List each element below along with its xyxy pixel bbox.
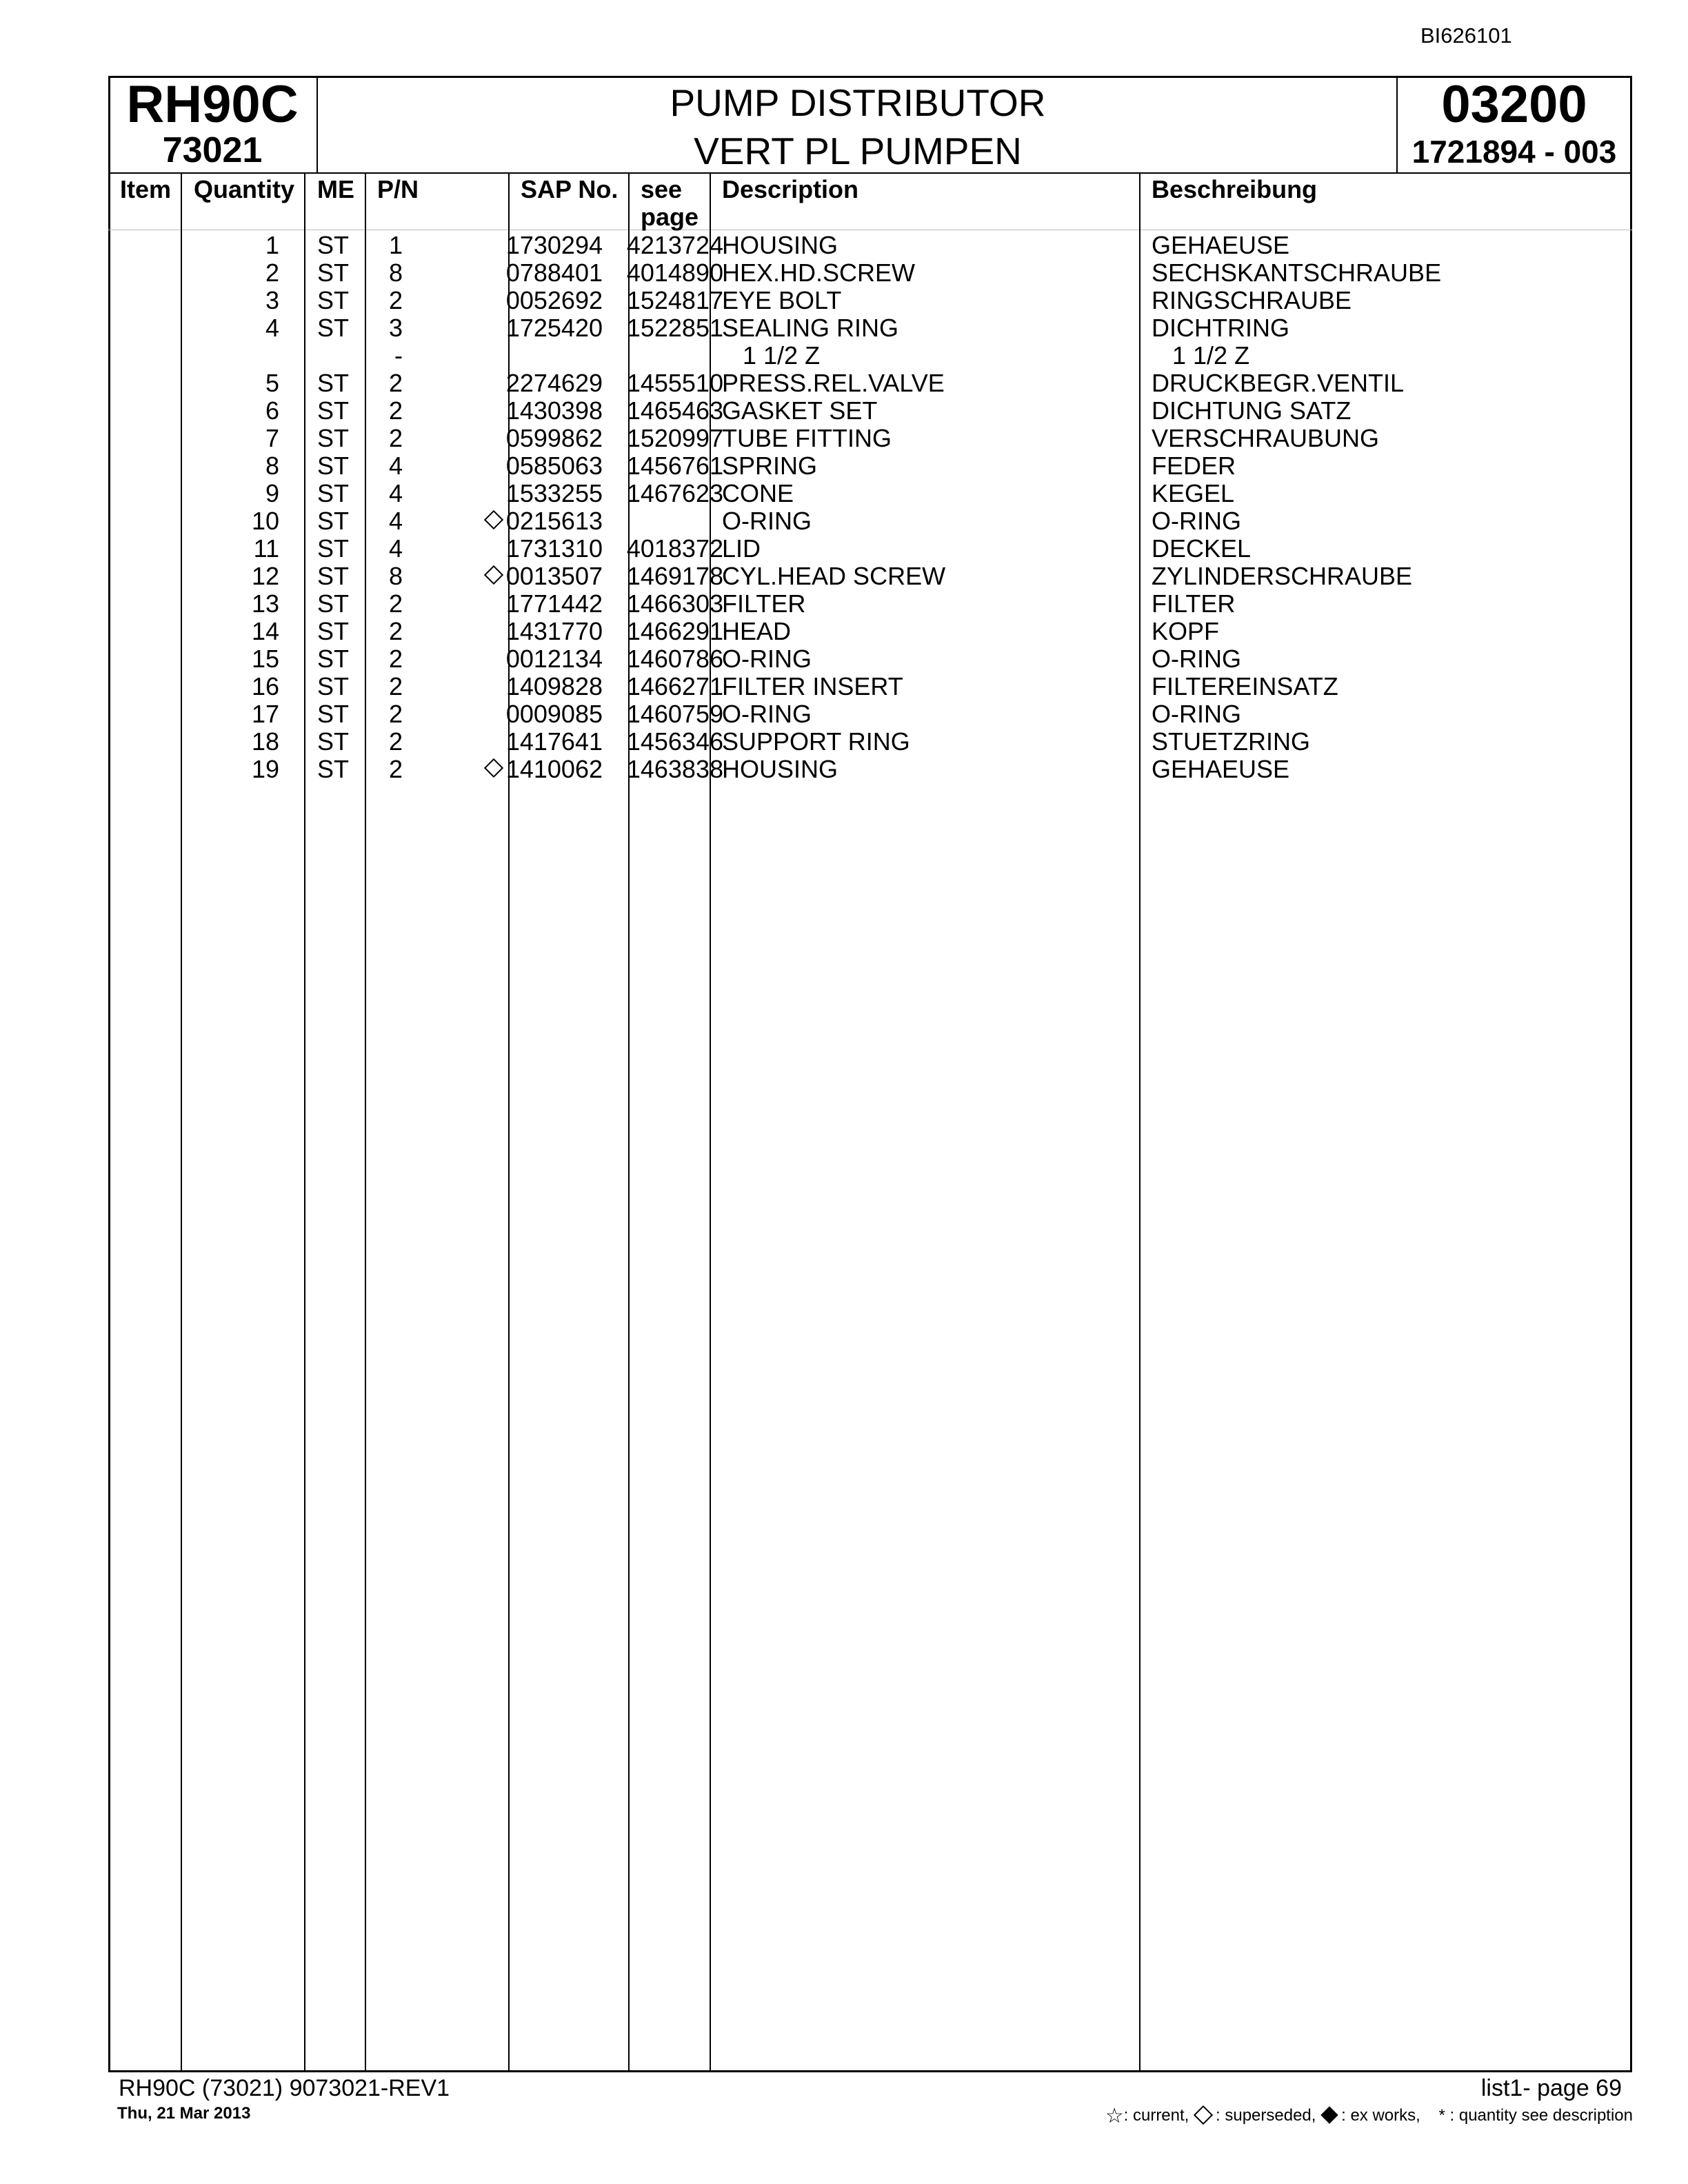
serial-number: 73021 [162,130,263,170]
col-header-see: see [641,175,683,203]
cell-item: 4 [265,314,279,342]
table-row [108,425,1632,452]
cell-sap-number: 1465463 [626,396,723,425]
col-header-description: Description [722,175,859,203]
cell-beschreibung: DRUCKBEGR.VENTIL [1152,369,1405,397]
col-header-me: ME [317,175,354,203]
footer-reference: RH90C (73021) 9073021-REV1 [119,2075,450,2101]
cell-description: PRESS.REL.VALVE [722,369,945,397]
cell-item: 17 [251,700,279,728]
cell-sap-number: 1460759 [626,700,723,728]
part-number: 1771442 [505,589,603,618]
legend-superseded: : superseded, [1216,2105,1316,2125]
part-number: 0009085 [505,700,603,728]
table-row [108,452,1632,480]
cell-description: GASKET SET [722,396,878,425]
part-number: 1410062 [505,755,603,783]
cell-me: ST [317,369,350,397]
cell-beschreibung: O-RING [1152,507,1241,535]
cell-quantity: 2 [388,727,403,756]
part-number: 0788401 [505,259,603,287]
cell-quantity: 2 [388,617,403,645]
superseded-diamond-icon [484,758,503,778]
cell-beschreibung: O-RING [1152,645,1241,673]
cell-sap-number: 1455510 [626,369,723,397]
cell-item: 7 [265,424,279,452]
col-header-item: Item [120,175,172,203]
part-number: 0013507 [505,562,603,590]
cell-pn [506,700,603,728]
part-number: 1725420 [505,314,603,342]
cell-description: 1 1/2 Z [722,341,821,370]
group-number: 03200 [1441,75,1587,134]
cell-sap-number: 1460786 [626,645,723,673]
cell-pn [506,618,603,645]
cell-me: ST [317,507,350,535]
cell-item: 12 [251,562,279,590]
part-number: 1417641 [505,727,603,756]
table-row [108,535,1632,563]
cell-beschreibung: DICHTUNG SATZ [1152,396,1352,425]
cell-sap-number: 1522851 [626,314,723,342]
cell-quantity: 2 [388,700,403,728]
cell-sap-number: 1469178 [626,562,723,590]
table-row [108,397,1632,425]
part-number: 2274629 [505,369,603,397]
cell-beschreibung: FILTEREINSATZ [1152,672,1338,700]
cell-item: 14 [251,617,279,645]
cell-pn [506,590,603,618]
table-row [108,370,1632,397]
table-row [108,618,1632,645]
cell-description: CONE [722,479,794,507]
cell-sap-number: 4014890 [626,259,723,287]
cell-description: SEALING RING [722,314,899,342]
cell-me: ST [317,727,350,756]
cell-item: 13 [251,589,279,618]
cell-me: ST [317,672,350,700]
cell-quantity: 4 [388,534,403,563]
table-row [108,287,1632,314]
cell-item: 18 [251,727,279,756]
table-row [108,563,1632,590]
superseded-diamond-icon [484,565,503,585]
drawing-number: 1721894 - 003 [1411,134,1617,170]
cell-quantity: 2 [388,672,403,700]
cell-description: FILTER [722,589,806,618]
cell-beschreibung: STUETZRING [1152,727,1310,756]
col-header-quantity: Quantity [194,175,295,203]
table-row [108,673,1632,700]
cell-quantity: 3 [388,314,403,342]
part-number: 1730294 [505,231,603,259]
cell-pn [506,728,603,756]
legend-quantity: * : quantity see description [1438,2105,1633,2125]
cell-beschreibung: FEDER [1152,452,1236,480]
cell-item: 11 [253,534,279,563]
cell-item: 5 [265,369,279,397]
cell-pn [506,673,603,700]
legend-current: : current, [1123,2105,1189,2125]
cell-sap-number: 1463838 [626,755,723,783]
cell-quantity: 4 [388,452,403,480]
cell-beschreibung: ZYLINDERSCHRAUBE [1152,562,1413,590]
part-number: 1431770 [505,617,603,645]
cell-sap-number: 1466291 [626,617,723,645]
cell-me: ST [317,286,350,314]
cell-quantity: 2 [388,369,403,397]
cell-sap-number: 1467623 [626,479,723,507]
diamond-filled-icon [1320,2106,1338,2123]
cell-quantity: 4 [388,479,403,507]
cell-beschreibung: KEGEL [1152,479,1235,507]
star-outline-icon: ☆ [1105,2105,1124,2127]
cell-beschreibung: KOPF [1152,617,1220,645]
cell-me: ST [317,534,350,563]
document-id: BI626101 [1420,23,1512,48]
cell-description: EYE BOLT [722,286,842,314]
cell-description: SPRING [722,452,818,480]
cell-me: ST [317,589,350,618]
cell-description: TUBE FITTING [722,424,892,452]
cell-sap-number: 1524817 [626,286,723,314]
cell-pn [506,645,603,673]
cell-description: HEX.HD.SCREW [722,259,916,287]
cell-item: 2 [265,259,279,287]
footer-date: Thu, 21 Mar 2013 [117,2104,251,2123]
col-header-beschreibung: Beschreibung [1152,175,1318,203]
cell-description: O-RING [722,507,812,535]
legend-ex-works: : ex works, [1341,2105,1420,2125]
cell-description: HOUSING [722,755,838,783]
cell-pn [506,370,603,397]
cell-me: ST [317,452,350,480]
page-title-english: PUMP DISTRIBUTOR [670,81,1046,124]
col-header-sap: SAP No. [521,175,619,203]
table-row [108,480,1632,507]
cell-quantity: 2 [388,396,403,425]
cell-me: ST [317,479,350,507]
header-divider [108,172,1632,174]
col-header-pn: P/N [377,175,419,203]
cell-quantity: - [394,341,403,370]
cell-item: 1 [265,231,279,259]
cell-item: 16 [251,672,279,700]
cell-item: 10 [251,507,279,535]
cell-me: ST [317,396,350,425]
cell-quantity: 8 [388,259,403,287]
part-number: 1409828 [505,672,603,700]
cell-sap-number: 1520997 [626,424,723,452]
cell-beschreibung: DICHTRING [1152,314,1289,342]
table-row [108,756,1632,783]
cell-description: SUPPORT RING [722,727,910,756]
footer-page-number: list1- page 69 [1480,2075,1622,2101]
cell-sap-number: 4018372 [626,534,723,563]
model-name: RH90C [126,75,299,134]
table-row [108,342,1632,370]
cell-sap-number: 1456761 [626,452,723,480]
cell-pn [506,535,603,563]
cell-me: ST [317,259,350,287]
cell-quantity: 2 [388,755,403,783]
cell-sap-number: 4213724 [626,231,723,259]
superseded-diamond-icon [484,510,503,529]
cell-description: O-RING [722,700,812,728]
part-number: 1533255 [505,479,603,507]
cell-beschreibung: VERSCHRAUBUNG [1152,424,1380,452]
cell-item: 9 [265,479,279,507]
cell-pn [487,756,603,783]
cell-pn [506,314,603,342]
cell-beschreibung: GEHAEUSE [1152,755,1290,783]
cell-beschreibung: SECHSKANTSCHRAUBE [1152,259,1442,287]
cell-item: 3 [265,286,279,314]
cell-quantity: 4 [388,507,403,535]
table-row [108,259,1632,287]
cell-beschreibung: 1 1/2 Z [1152,341,1250,370]
cell-me: ST [317,755,350,783]
cell-item: 19 [251,755,279,783]
cell-description: HEAD [722,617,792,645]
cell-item: 8 [265,452,279,480]
page-title-german: VERT PL PUMPEN [694,130,1022,172]
cell-description: LID [722,534,761,563]
part-number: 1430398 [505,396,603,425]
cell-me: ST [317,562,350,590]
cell-description: CYL.HEAD SCREW [722,562,946,590]
diamond-outline-icon [1194,2105,1213,2124]
table-row [108,590,1632,618]
cell-pn [506,397,603,425]
cell-beschreibung: FILTER [1152,589,1236,618]
cell-item: 15 [251,645,279,673]
cell-me: ST [317,645,350,673]
table-row [108,232,1632,259]
cell-quantity: 2 [388,645,403,673]
cell-description: FILTER INSERT [722,672,903,700]
part-number: 0599862 [505,424,603,452]
cell-description: O-RING [722,645,812,673]
cell-me: ST [317,314,350,342]
cell-beschreibung: O-RING [1152,700,1241,728]
cell-pn [506,287,603,314]
cell-pn [506,425,603,452]
cell-beschreibung: GEHAEUSE [1152,231,1290,259]
table-row [108,507,1632,535]
cell-me: ST [317,617,350,645]
cell-sap-number: 1466271 [626,672,723,700]
cell-beschreibung: DECKEL [1152,534,1252,563]
part-number: 0585063 [505,452,603,480]
cell-beschreibung: RINGSCHRAUBE [1152,286,1352,314]
cell-quantity: 2 [388,589,403,618]
table-row [108,700,1632,728]
table-row [108,645,1632,673]
cell-me: ST [317,700,350,728]
cell-me: ST [317,424,350,452]
cell-pn [506,232,603,259]
cell-pn [506,259,603,287]
cell-me: ST [317,231,350,259]
cell-quantity: 1 [388,231,403,259]
table-row [108,314,1632,342]
cell-sap-number: 1456346 [626,727,723,756]
cell-pn [506,480,603,507]
cell-quantity: 2 [388,286,403,314]
part-number: 1731310 [505,534,603,563]
footer-legend [1105,2104,1633,2128]
cell-pn [506,452,603,480]
cell-sap-number: 1466303 [626,589,723,618]
cell-pn [487,563,603,590]
part-number: 0012134 [505,645,603,673]
part-number: 0052692 [505,286,603,314]
cell-pn [487,507,603,535]
cell-item: 6 [265,396,279,425]
cell-quantity: 8 [388,562,403,590]
cell-description: HOUSING [722,231,838,259]
table-row [108,728,1632,756]
part-number: 0215613 [505,507,603,535]
col-header-page: page [641,203,699,231]
cell-quantity: 2 [388,424,403,452]
